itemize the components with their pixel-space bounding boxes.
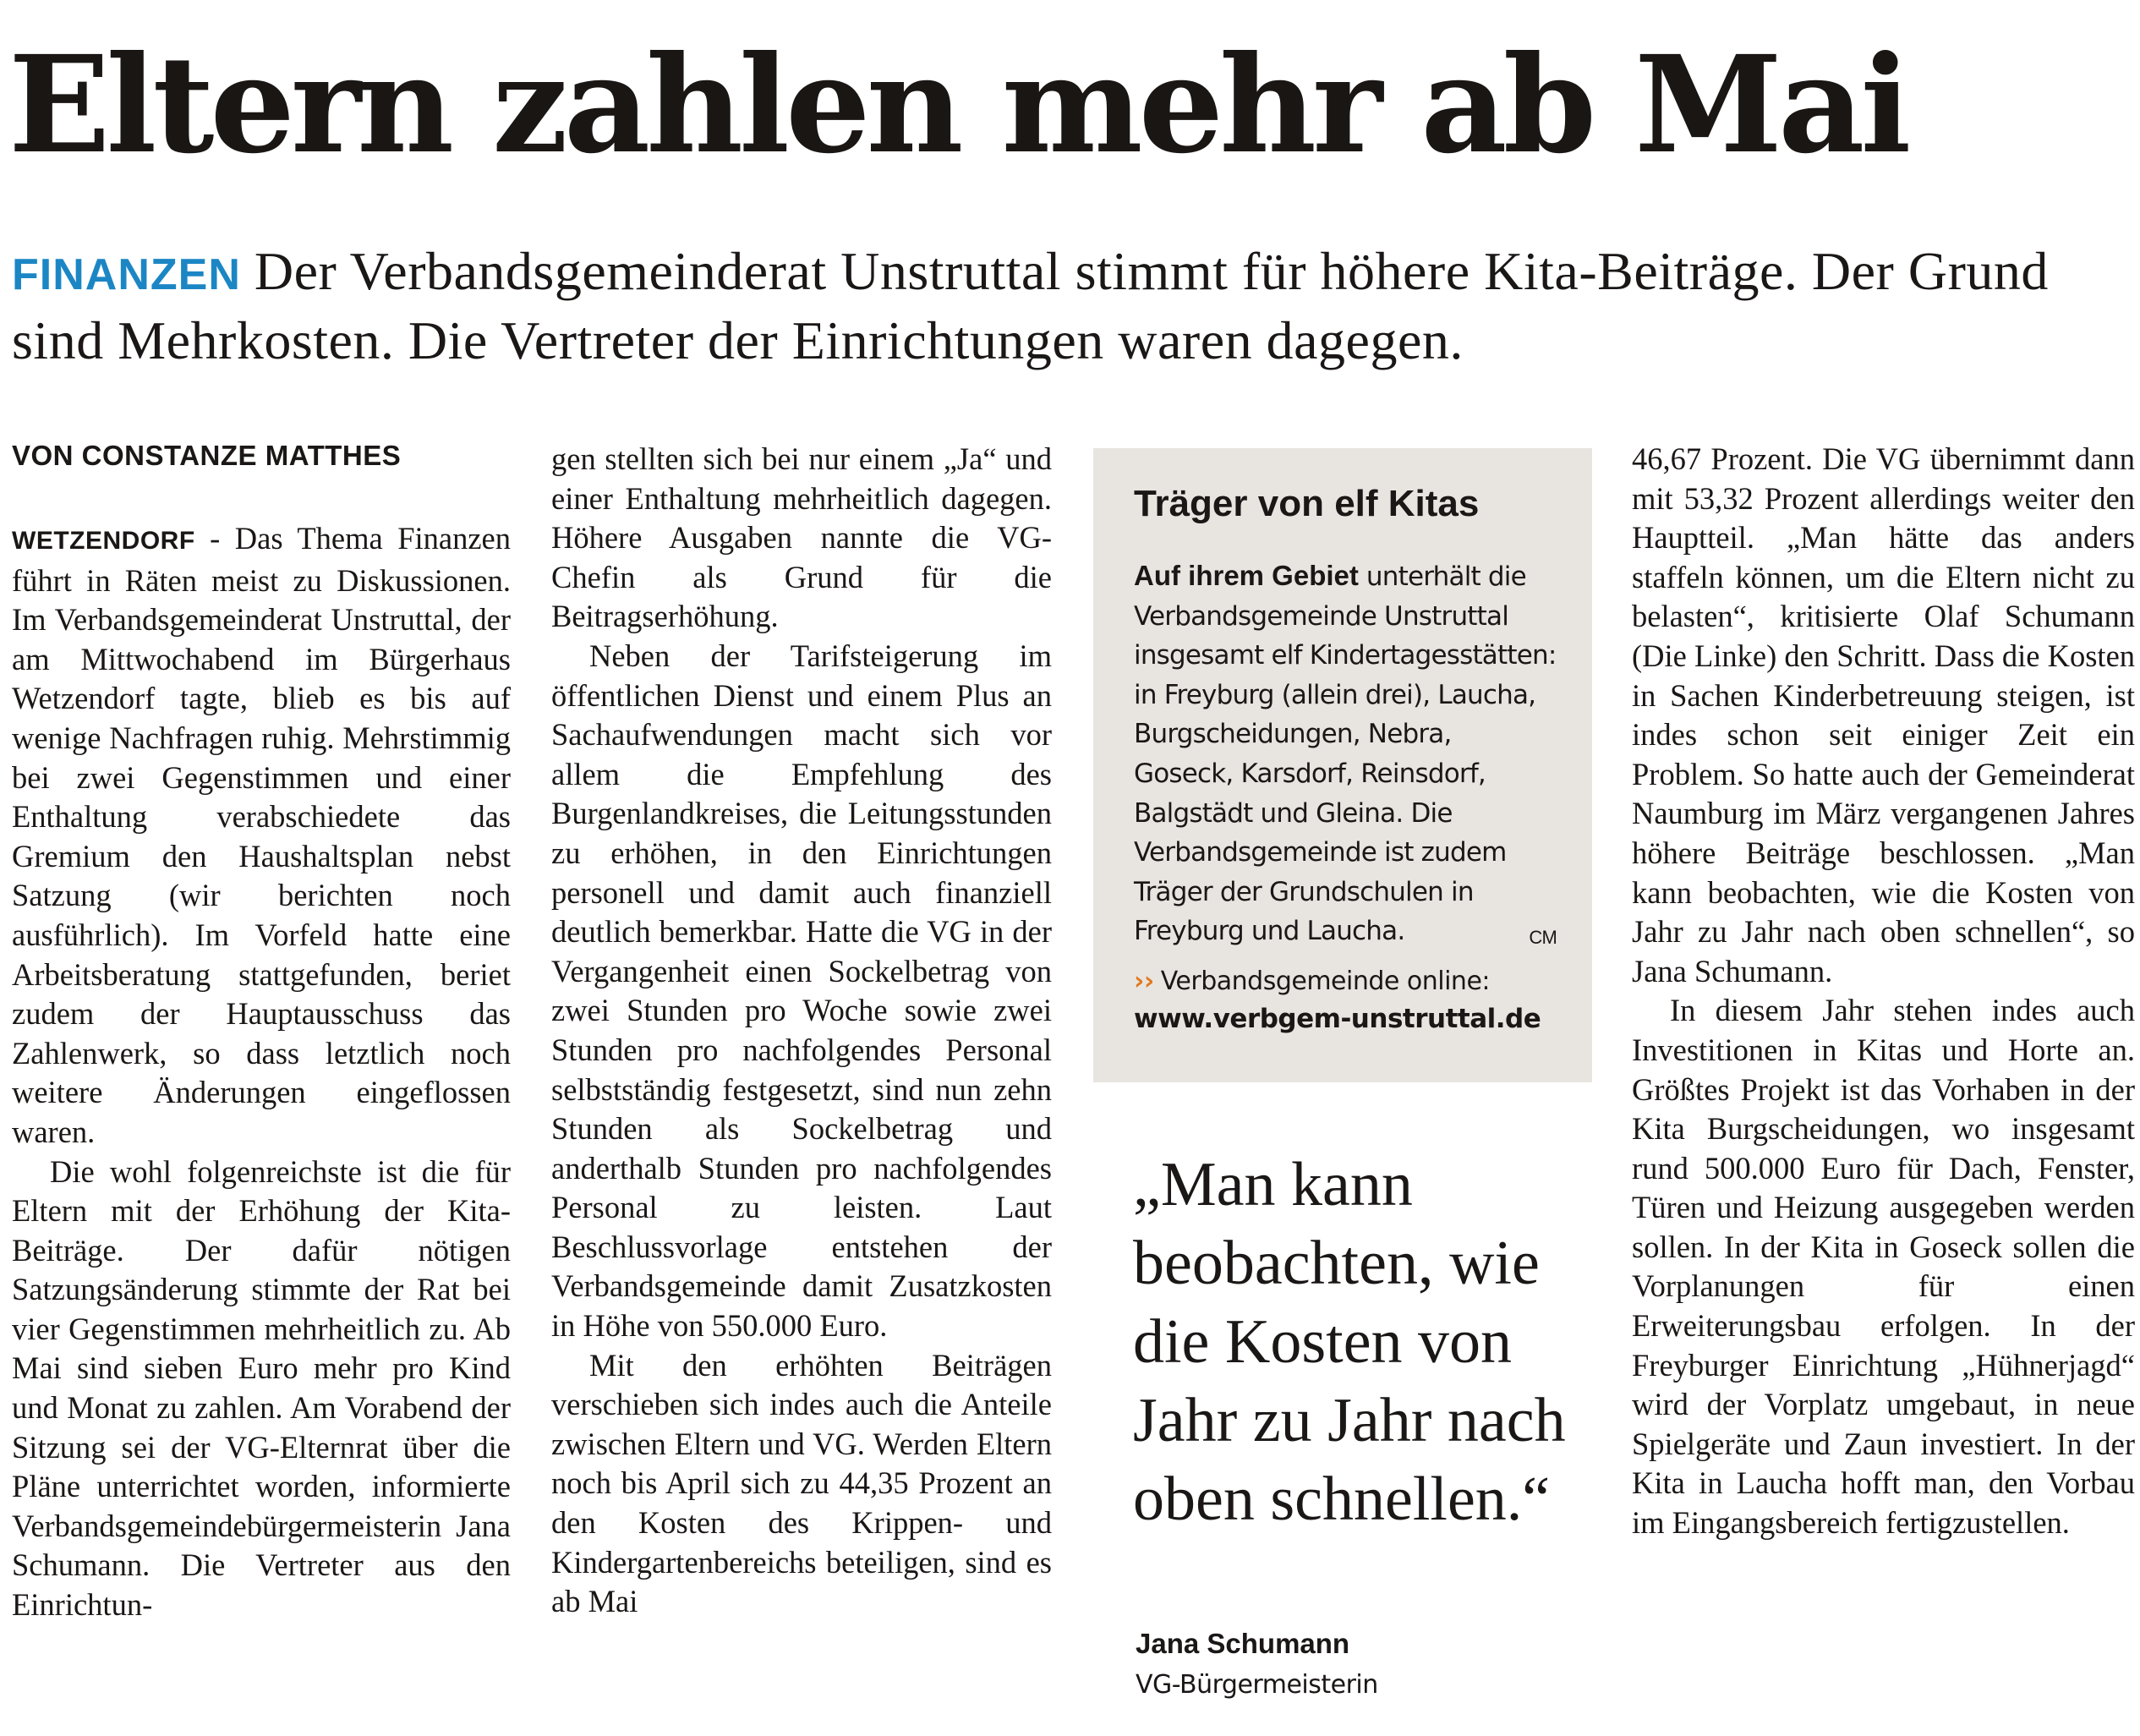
info-box <box>1093 448 1592 1082</box>
info-box-title: Träger von elf Kitas <box>1134 483 1480 524</box>
paragraph: 46,67 Prozent. Die VG übernimmt dann mit 53,32 Prozent allerdings weiter den Hauptteil. „Man hätte das anders staffeln können, um die Eltern nicht zu belasten“, kritisierte Olaf Schumann (Die Linke) den Schritt. Dass die Kosten in Sachen Kinderbetreuung steigen, ist indes schon seit einiger Zeit ein Problem. So hatte auch der Gemeinderat Naumburg im März vergangenen Jahres höhere Beiträge beschlossen. „Man kann beobachten, wie die Kosten von Jahr zu Jahr nach oben schnellen“, so Jana Schumann. <box>1632 441 2136 988</box>
quote-author: Jana Schumann <box>1136 1628 1350 1659</box>
dateline: WETZENDORF <box>12 527 195 555</box>
paragraph: Mit den erhöhten Beiträgen verschieben sich indes auch die Anteile zwischen Eltern und VG. Werden Eltern noch bis April sich zu 44,35 Prozent an den Kosten des Krippen- und Kindergartenbereichs beteiligen, sind es ab Mai <box>551 1347 1052 1619</box>
paragraph: Neben der Tarifsteigerung im öffentlichen Dienst und einem Plus an Sachaufwendungen macht sich vor allem die Empfehlung des Burgenlandkreises, die Leitungsstunden zu erhöhen, in den Einrichtungen personell und damit auch finanziell deutlich bemerkbar. Hatte die VG in der Vergangenheit einen Sockelbetrag von zwei Stunden pro Woche sowie zwei Stunden pro nachfolgendes Personal selbstständig festgesetzt, sind nun zehn Stunden als Sockelbetrag und anderthalb Stunden pro nachfolgendes Personal zu leisten. Laut Beschlussvorlage entstehen der Verbandsgemeinde damit Zusatzkosten in Höhe von 550.000 Euro. <box>551 638 1052 1344</box>
info-box-text: unterhält die Verbandsgemeinde Unstruttal insgesamt elf Kindertagesstätten: in Freyburg (allein drei), Laucha, Burgscheidungen, Nebra, Goseck, Karsdorf, Reinsdorf, Balgstädt und Gleina. Die Verbandsgemeinde ist zudem Träger der Grundschulen in Freyburg und Laucha. <box>1134 561 1557 947</box>
article-column-1 <box>12 519 511 1625</box>
article-column-4 <box>1632 440 2135 1543</box>
paragraph: Die wohl folgenreichste ist die für Eltern mit der Erhöhung der Kita-Beiträge. Der dafür nötigen Satzungsänderung stimmte der Rat bei vier Gegenstimmen mehrheitlich zu. Ab Mai sind sieben Euro mehr pro Kind und Monat zu zahlen. Am Vorabend der Sitzung sei der VG-Elternrat über die Pläne unterrichtet worden, informierte Verbandsgemeindebürgermeisterin Jana Schumann. Die Vertreter aus den Einrichtun- <box>12 1153 511 1623</box>
paragraph: gen stellten sich bei nur einem „Ja“ und einer Enthaltung mehrheitlich dagegen. Höhere Ausgaben nannte die VG-Chefin als Grund für die Beitragserhöhung. <box>551 441 1052 634</box>
article-column-2 <box>551 440 1052 1622</box>
kicker: FINANZEN <box>12 250 241 299</box>
link-label-text: Verbandsgemeinde online: <box>1160 967 1491 996</box>
paragraph <box>12 519 511 1153</box>
deck <box>12 238 2092 374</box>
double-chevron-right-icon: ›› <box>1134 967 1154 996</box>
website-link[interactable]: www.verbgem-unstruttal.de <box>1134 1004 1541 1034</box>
info-box-body <box>1134 556 1557 958</box>
info-box-lead: Auf ihrem Gebiet <box>1134 560 1359 591</box>
quote-author-role: VG-Bürgermeisterin <box>1136 1670 1378 1700</box>
byline: VON CONSTANZE MATTHES <box>12 440 402 471</box>
paragraph: In diesem Jahr stehen indes auch Investitionen in Kitas und Horte an. Größtes Projekt ist das Vorhaben in der Kita Burgscheidungen, wo insgesamt rund 500.000 Euro für Dach, Fenster, Türen und Heizung ausgegeben werden sollen. In der Kita in Goseck sollen die Vorplanungen für einen Erweiterungsbau erfolgen. In der Freyburger Einrichtung „Hühnerjagd“ wird der Vorplatz umgebaut, in neue Spielgeräte und Zaun investiert. In der Kita in Laucha hofft man, den Vorbau im Eingangsbereich fertigzustellen. <box>1632 993 2135 1541</box>
deck-text: Der Verbandsgemeinderat Unstruttal stimmt für höhere Kita-Beiträge. Der Grund sind Mehrkosten. Die Vertreter der Einrichtungen waren dagegen. <box>12 241 2049 370</box>
headline: Eltern zahlen mehr ab Mai <box>8 27 1907 183</box>
author-initials: CM <box>1529 927 1557 949</box>
paragraph-text: - Das Thema Finanzen führt in Räten meist zu Diskussionen. Im Verbandsgemeinderat Unstruttal, der am Mittwochabend im Bürgerhaus Wetzendorf tagte, blieb es bis auf wenige Nachfragen ruhig. Mehrstimmig bei zwei Gegenstimmen und einer Enthaltung verabschiedete das Gremium den Haushaltsplan nebst Satzung (wir berichten noch ausführlich). Im Vorfeld hatte eine Arbeitsberatung stattgefunden, beriet zudem der Hauptausschuss das Zahlenwerk, so dass letztlich noch weitere Änderungen eingeflossen waren. <box>12 521 511 1149</box>
info-box-link-label <box>1134 962 1490 1001</box>
pull-quote: „Man kann beobachten, wie die Kosten von Jahr zu Jahr nach oben schnellen.“ <box>1133 1150 1566 1534</box>
